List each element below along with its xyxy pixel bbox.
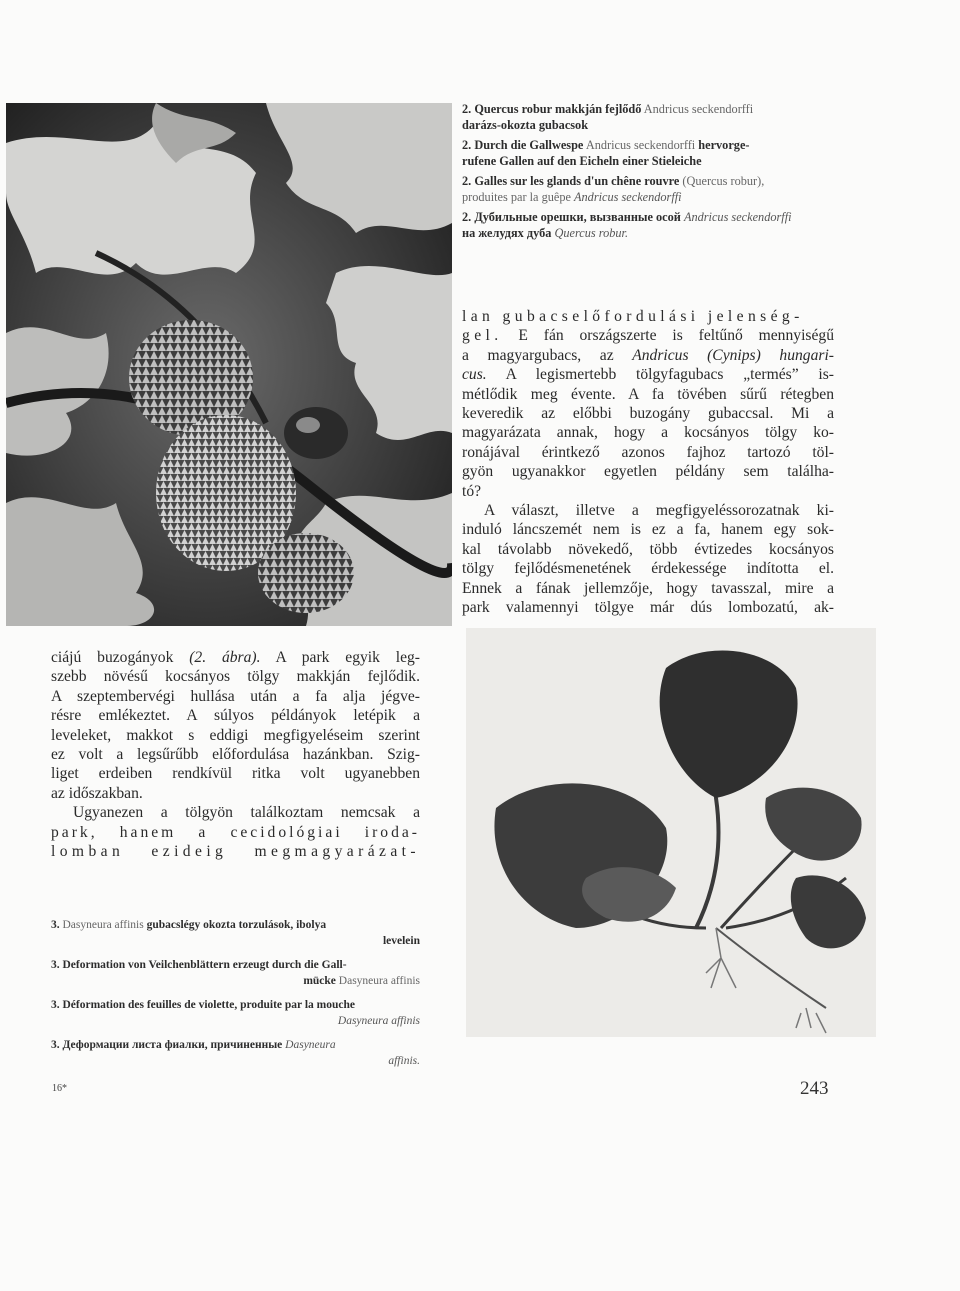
- text-line: A választ, illetve a megfigyeléssorozatnak ki-: [484, 502, 834, 520]
- text-line: induló láncszemét nem is ez a fa, hanem egy sok-: [462, 521, 834, 539]
- text-line: liget erdeiben rendkívül ritka volt ugyanebben: [51, 765, 420, 783]
- text-line: leveleket, makkot s eddigi megfigyeléseim szerint: [51, 726, 420, 744]
- text-line: Ennek a fának jellemzője, hogy tavasszal, mire a: [462, 579, 834, 597]
- printer-signature: 16*: [52, 1083, 67, 1094]
- caption-ru: 3. Деформации листа фиалки, причиненные Dasyneura affinis.: [51, 1039, 420, 1067]
- page-number: 243: [800, 1078, 829, 1099]
- text-line: Ugyanezen a tölgyön találkoztam nemcsak a: [73, 804, 420, 822]
- caption-de: 2. Durch die Gallwespe Andricus seckendorffi hervorge- rufene Gallen auf den Eicheln einer Stieleiche: [462, 138, 750, 168]
- text-line: keveredik az előbbi buzogány gubaccsal. Mi a: [462, 405, 834, 423]
- caption-fr: 3. Déformation des feuilles de violette, produite par la mouche Dasyneura affinis: [51, 999, 420, 1027]
- caption-fr: 2. Galles sur les glands d'un chêne rouvre (Quercus robur), produites par la guêpe Andricus seckendorffi: [462, 174, 765, 204]
- photo-oak-acorn-galls: [6, 103, 452, 626]
- text-line: gyön ugyanakkor egyetlen példány sem találha-: [462, 463, 834, 481]
- text-line: az időszakban.: [51, 784, 143, 802]
- text-line: ciájú buzogányok (2. ábra). A park egyik leg-: [51, 649, 420, 666]
- text-line: cus. A legismertebb tölgyfagubacs „termés” is-: [462, 366, 834, 384]
- caption-figure-2: [462, 101, 838, 241]
- text-line: gel. E fán országszerte is feltűnő mennyiségű: [462, 327, 834, 345]
- photo-violet-leaf-galls: [466, 628, 876, 1037]
- caption-hu: 2. Quercus robur makkján fejlődő Andricus seckendorffi darázs-okozta gubacsok: [462, 102, 754, 132]
- text-line: métlődik meg évente. A fa tövében sűrű rétegben: [462, 385, 834, 403]
- text-line: a magyargubacs, az Andricus (Cynips) hungari-: [462, 346, 834, 364]
- text-line: szebb növésű kocsányos tölgy makkján fejlődik.: [51, 668, 420, 686]
- text-line: ronájával érintkező azonos fajhoz tartozó töl-: [462, 443, 834, 461]
- text-line: A szeptembervégi hullása után a fa alja jégve-: [51, 687, 420, 705]
- body-text-right-column: [462, 307, 834, 618]
- text-line: kal távolabb növekedő, több évtizedes kocsányos: [462, 540, 834, 558]
- text-line: lan gubacselőfordulási jelenség-: [462, 308, 804, 325]
- caption-figure-3: [51, 918, 420, 1069]
- caption-ru: 2. Дубильные орешки, вызванные осой Andricus seckendorffi на желудях дуба Quercus robur.: [462, 210, 792, 240]
- text-line: lomban ezideig megmagyarázat-: [51, 843, 420, 861]
- caption-de: 3. Deformation von Veilchenblättern erzeugt durch die Gall- mücke Dasyneura affinis: [51, 959, 420, 987]
- text-line: résre emlékeztet. A súlyos példányok letépik a: [51, 707, 420, 725]
- caption-hu: 3. Dasyneura affinis gubacslégy okozta torzulások, ibolya levelein: [51, 919, 420, 947]
- text-line: park valamennyi tölgye már dús lombozatú, ak-: [462, 599, 834, 617]
- text-line: ez volt a legsűrűbb előfordulása hazánkban. Szig-: [51, 746, 420, 764]
- text-line: park, hanem a cecidológiai iroda-: [51, 823, 420, 841]
- text-line: tölgy fejlődésmenetének érdekessége indította el.: [462, 560, 834, 578]
- body-text-left-column: [51, 648, 420, 861]
- text-line: magyarázata annak, hogy a kocsányos tölgy ko-: [462, 424, 834, 442]
- text-line: tó?: [462, 482, 482, 500]
